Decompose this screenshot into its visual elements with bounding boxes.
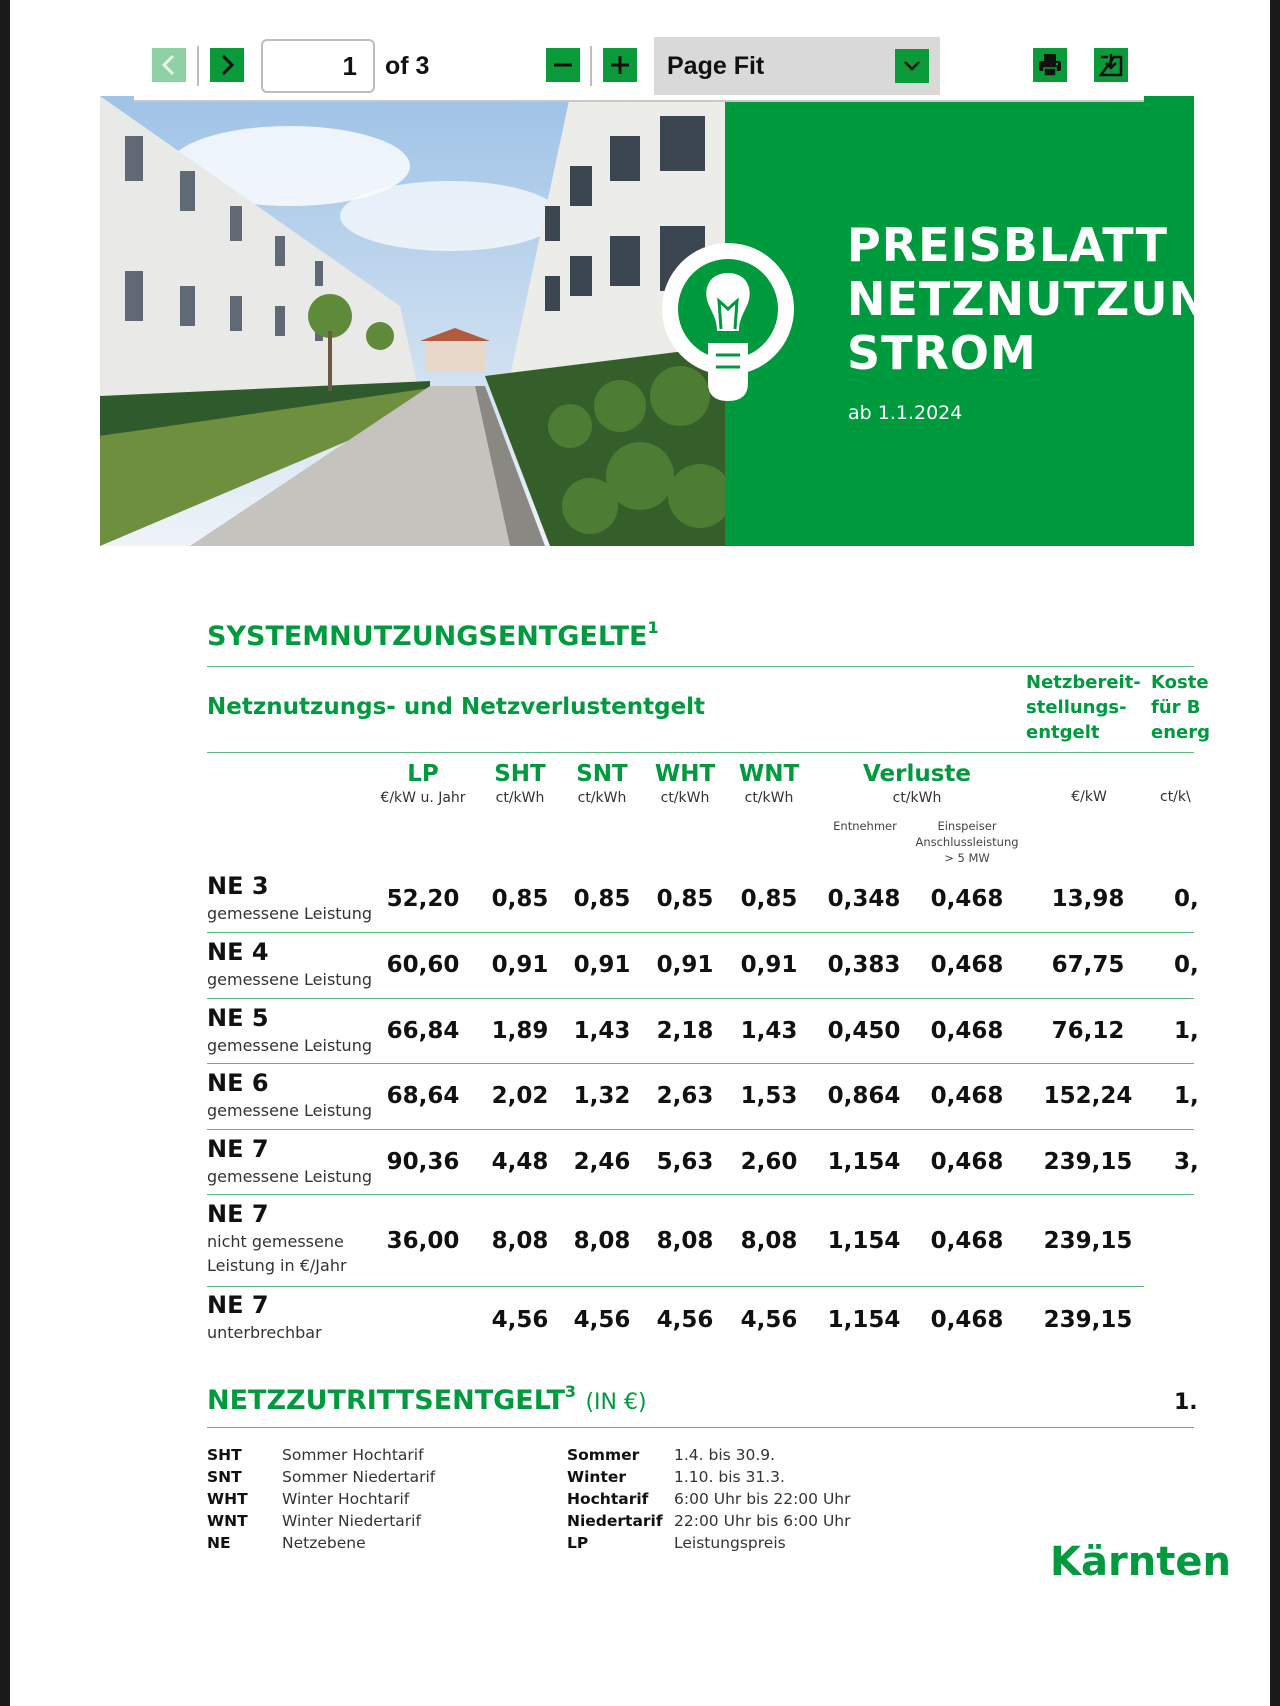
legend-definition <box>674 1444 775 1466</box>
lightbulb-icon <box>659 243 797 405</box>
row-description: nicht gemessene <box>207 1232 344 1251</box>
col-unit-netzbereit: €/kW <box>1071 789 1107 805</box>
legend-term-text: Sommer <box>567 1446 640 1464</box>
col-header-netzbereitstellungsentgelt <box>1026 670 1141 745</box>
download-icon <box>1097 51 1125 79</box>
row-description: gemessene Leistung <box>207 1167 372 1186</box>
legend-definition-text: 1.10. bis 31.3. <box>674 1468 785 1486</box>
cell-lp: 52,20 <box>386 886 460 912</box>
cell-kosten: 3, <box>1174 1149 1199 1175</box>
cell-lp: 36,00 <box>386 1228 460 1254</box>
previous-page-button[interactable] <box>152 48 186 82</box>
cell-snt: 2,46 <box>573 1149 631 1175</box>
row-divider <box>207 1194 1194 1195</box>
row-label-ne: NE 7 <box>207 1200 269 1228</box>
next-page-button[interactable] <box>210 48 244 82</box>
row-description: gemessene Leistung <box>207 1036 372 1055</box>
cell-wnt: 8,08 <box>740 1228 798 1254</box>
col-unit-kosten-clip <box>1150 789 1194 811</box>
cell-sht: 8,08 <box>491 1228 549 1254</box>
col-header-verluste <box>863 760 971 808</box>
col-label: LP <box>407 761 439 787</box>
cell-wht: 8,08 <box>656 1228 714 1254</box>
page-number-input[interactable]: 1 <box>261 39 375 93</box>
col-subheader-einspeiser <box>915 818 1018 866</box>
cell-snt: 0,91 <box>573 952 631 978</box>
row-divider <box>207 1063 1194 1064</box>
cell-nb: 76,12 <box>1051 1018 1125 1044</box>
cell-kosten-clip <box>1172 1149 1199 1181</box>
hero-title <box>847 218 1247 380</box>
divider <box>207 666 1194 667</box>
brand-wordmark <box>1050 1539 1231 1585</box>
cell-kosten-clip <box>1172 952 1199 984</box>
cell-kosten-clip <box>1172 1018 1199 1050</box>
cell-sht: 0,85 <box>491 886 549 912</box>
zoom-out-button[interactable] <box>546 48 580 82</box>
legend-definition <box>674 1466 785 1488</box>
col-subheader-line: Anschlussleistung <box>915 835 1019 849</box>
row-divider <box>207 1286 1144 1287</box>
hero-photo-apartments <box>100 96 725 546</box>
cell-wnt: 0,85 <box>740 886 798 912</box>
col-label: Verluste <box>862 761 972 787</box>
legend-term <box>567 1466 626 1488</box>
zoom-select-value: Page Fit <box>667 52 765 80</box>
col-header-line: Koste <box>1151 672 1209 693</box>
legend-abbr <box>207 1466 242 1488</box>
legend-abbr <box>207 1488 248 1510</box>
col-unit-kosten: ct/k\ <box>1160 789 1191 805</box>
legend-abbr-text: WNT <box>207 1512 248 1530</box>
legend-meaning <box>282 1466 435 1488</box>
cell-kosten: 1, <box>1174 1018 1199 1044</box>
cell-snt: 1,32 <box>573 1083 631 1109</box>
legend-meaning <box>282 1532 366 1554</box>
hero-subtitle-date: ab 1.1.2024 <box>848 402 963 424</box>
cell-snt: 8,08 <box>573 1228 631 1254</box>
row-divider <box>207 932 1194 933</box>
zoom-dropdown-button[interactable] <box>895 49 929 83</box>
zoom-select[interactable] <box>654 37 940 95</box>
legend-meaning-text: Sommer Niedertarif <box>282 1468 436 1486</box>
legend-meaning-text: Sommer Hochtarif <box>282 1446 424 1464</box>
pdf-toolbar <box>134 34 1144 102</box>
footnote-marker: 1 <box>647 618 659 637</box>
cell-kosten: 0, <box>1174 886 1199 912</box>
group-title: Netznutzungs- und Netzverlustentgelt <box>207 694 706 720</box>
col-label: SHT <box>494 761 546 787</box>
divider <box>207 752 1194 753</box>
row-description: gemessene Leistung <box>207 970 372 989</box>
col-header-line: stellungs- <box>1026 697 1127 718</box>
zoom-in-button[interactable] <box>603 48 637 82</box>
legend-definition-text: 1.4. bis 30.9. <box>674 1446 776 1464</box>
cell-v-ein: 0,468 <box>930 1083 1004 1109</box>
col-header-line: für B <box>1151 697 1201 718</box>
col-header-lp <box>380 760 465 808</box>
col-unit: €/kW u. Jahr <box>380 790 466 806</box>
cell-v-ein: 0,468 <box>930 1228 1004 1254</box>
legend-term <box>567 1510 663 1532</box>
cell-v-ent: 0,348 <box>827 886 901 912</box>
cell-sht: 1,89 <box>491 1018 549 1044</box>
chevron-right-icon <box>217 53 237 77</box>
row-label-ne: NE 7 <box>207 1291 269 1319</box>
legend-definition <box>674 1488 851 1510</box>
cell-wht: 5,63 <box>656 1149 714 1175</box>
row-label-ne: NE 6 <box>207 1069 269 1097</box>
col-header-line: energ <box>1151 722 1210 743</box>
row-divider <box>207 1129 1194 1130</box>
cell-kosten-clip <box>1172 1307 1194 1339</box>
cell-sht: 2,02 <box>491 1083 549 1109</box>
cell-sht: 4,48 <box>491 1149 549 1175</box>
col-header-snt <box>576 760 628 808</box>
footnote-marker: 3 <box>564 1382 577 1401</box>
legend-term-text: Winter <box>567 1468 627 1486</box>
section-title-text: NETZZUTRITTSENTGELT <box>207 1385 565 1416</box>
legend-meaning <box>282 1444 424 1466</box>
cell-kosten-clip <box>1172 1228 1194 1260</box>
cell-v-ein: 0,468 <box>930 1018 1004 1044</box>
legend-term-text: Hochtarif <box>567 1490 649 1508</box>
row-label-ne: NE 3 <box>207 872 269 900</box>
col-subheader-line: Einspeiser <box>937 819 997 833</box>
cell-snt: 4,56 <box>573 1307 631 1333</box>
legend-meaning <box>282 1510 421 1532</box>
legend-definition <box>674 1510 851 1532</box>
plus-icon <box>608 53 632 77</box>
cell-kosten-clip <box>1172 1083 1199 1115</box>
row-description: unterbrechbar <box>207 1323 322 1342</box>
col-unit: ct/kWh <box>577 790 627 806</box>
section-title-netzzutrittsentgelt <box>207 1382 647 1416</box>
cell-wht: 2,18 <box>656 1018 714 1044</box>
cell-v-ein: 0,468 <box>930 886 1004 912</box>
legend-meaning-text: Winter Hochtarif <box>282 1490 410 1508</box>
minus-icon <box>551 53 575 77</box>
hero-title-line: NETZNUTZUNG <box>847 272 1247 326</box>
cell-nb: 239,15 <box>1043 1307 1133 1333</box>
legend-abbr <box>207 1510 248 1532</box>
chevron-down-icon <box>902 59 922 73</box>
cell-sht: 0,91 <box>491 952 549 978</box>
section-title-systemnutzungsentgelte <box>207 618 659 652</box>
chevron-left-icon <box>159 53 179 77</box>
legend-term <box>567 1532 588 1554</box>
row-label-ne: NE 5 <box>207 1004 269 1032</box>
legend-term <box>567 1444 639 1466</box>
col-header-sht <box>494 760 546 808</box>
cell-v-ent: 0,383 <box>827 952 901 978</box>
cell-kosten: 1, <box>1174 1083 1199 1109</box>
row-label-ne: NE 7 <box>207 1135 269 1163</box>
legend-meaning <box>282 1488 409 1510</box>
printer-icon <box>1036 51 1064 79</box>
cell-v-ent: 1,154 <box>827 1307 901 1333</box>
cell-wht: 4,56 <box>656 1307 714 1333</box>
cell-v-ein: 0,468 <box>930 952 1004 978</box>
cell-nb: 152,24 <box>1043 1083 1133 1109</box>
col-label: SNT <box>576 761 628 787</box>
download-button[interactable] <box>1094 48 1128 82</box>
cell-sht: 4,56 <box>491 1307 549 1333</box>
section-title-suffix: (IN €) <box>585 1390 647 1415</box>
col-header-kosten-clip <box>1151 670 1210 750</box>
legend-abbr-text: WHT <box>207 1490 248 1508</box>
cell-lp: 66,84 <box>386 1018 460 1044</box>
cell-wnt: 0,91 <box>740 952 798 978</box>
row-description: Leistung in €/Jahr <box>207 1256 347 1275</box>
col-label: WNT <box>738 761 800 787</box>
legend-term-text: Niedertarif <box>567 1512 663 1530</box>
cell-kosten: 0, <box>1174 952 1199 978</box>
col-unit: ct/kWh <box>660 790 710 806</box>
cell-v-ein: 0,468 <box>930 1149 1004 1175</box>
col-unit: ct/kWh <box>744 790 794 806</box>
legend-meaning-text: Netzebene <box>282 1534 366 1552</box>
legend-definition-text: 22:00 Uhr bis 6:00 Uhr <box>674 1512 851 1530</box>
brand-wordmark-text: Kärnten <box>1050 1539 1231 1585</box>
cell-nb: 13,98 <box>1051 886 1125 912</box>
col-unit: ct/kWh <box>495 790 545 806</box>
cell-v-ent: 1,154 <box>827 1228 901 1254</box>
cell-wnt: 1,43 <box>740 1018 798 1044</box>
cell-v-ein: 0,468 <box>930 1307 1004 1333</box>
col-header-kosten <box>1151 670 1210 745</box>
hero-title-line: PREISBLATT <box>847 218 1169 272</box>
cell-lp: 60,60 <box>386 952 460 978</box>
cell-nb: 239,15 <box>1043 1228 1133 1254</box>
cell-wnt: 1,53 <box>740 1083 798 1109</box>
legend-abbr <box>207 1532 231 1554</box>
print-button[interactable] <box>1033 48 1067 82</box>
row-divider <box>207 998 1194 999</box>
col-header-wnt <box>739 760 799 808</box>
cell-wnt: 4,56 <box>740 1307 798 1333</box>
legend-meaning-text: Winter Niedertarif <box>282 1512 421 1530</box>
legend-term-text: LP <box>567 1534 589 1552</box>
col-subheader-entnehmer: Entnehmer <box>833 819 897 833</box>
cell-v-ent: 0,450 <box>827 1018 901 1044</box>
row-label-ne: NE 4 <box>207 938 269 966</box>
legend-abbr-text: SHT <box>207 1446 242 1464</box>
cell-wnt: 2,60 <box>740 1149 798 1175</box>
cell-v-ent: 0,864 <box>827 1083 901 1109</box>
col-header-line: Netzbereit- <box>1026 672 1141 693</box>
divider <box>207 1427 1194 1428</box>
legend-definition-text: Leistungspreis <box>674 1534 786 1552</box>
hero-title-line: STROM <box>847 326 1037 380</box>
cell-snt: 1,43 <box>573 1018 631 1044</box>
col-label: WHT <box>654 761 716 787</box>
toolbar-divider <box>590 46 592 86</box>
legend-definition <box>674 1532 786 1554</box>
cell-snt: 0,85 <box>573 886 631 912</box>
legend-definition-text: 6:00 Uhr bis 22:00 Uhr <box>674 1490 851 1508</box>
cell-wht: 2,63 <box>656 1083 714 1109</box>
cell-kosten-clip <box>1172 886 1199 918</box>
col-header-line: entgelt <box>1026 722 1100 743</box>
cell-nb: 239,15 <box>1043 1149 1133 1175</box>
legend-term <box>567 1488 648 1510</box>
col-subheader-line: > 5 MW <box>944 851 990 865</box>
netzzutritt-value: 1. <box>1174 1390 1198 1415</box>
page-total-label: of 3 <box>385 52 430 80</box>
cell-wht: 0,91 <box>656 952 714 978</box>
cell-wht: 0,85 <box>656 886 714 912</box>
row-description: gemessene Leistung <box>207 1101 372 1120</box>
section-title-text: SYSTEMNUTZUNGSENTGELTE <box>207 621 648 652</box>
cell-lp: 90,36 <box>386 1149 460 1175</box>
cell-lp: 68,64 <box>386 1083 460 1109</box>
legend-abbr-text: SNT <box>207 1468 242 1486</box>
col-unit: ct/kWh <box>892 790 942 806</box>
legend-abbr <box>207 1444 242 1466</box>
row-description: gemessene Leistung <box>207 904 372 923</box>
cell-nb: 67,75 <box>1051 952 1125 978</box>
col-header-wht <box>655 760 715 808</box>
toolbar-divider <box>197 46 199 86</box>
cell-v-ent: 1,154 <box>827 1149 901 1175</box>
legend-abbr-text: NE <box>207 1534 231 1552</box>
